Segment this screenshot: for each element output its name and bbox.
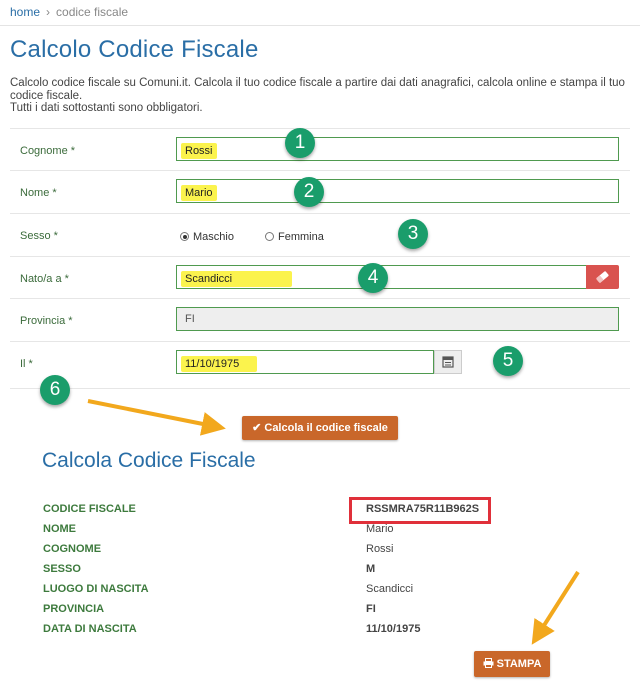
step-badge-4: 4 [358,263,388,293]
nato-label: Nato/a a * [20,273,69,285]
result-label-luogo: LUOGO DI NASCITA [43,583,149,595]
page-title: Calcolo Codice Fiscale [10,36,259,63]
step-badge-3: 3 [398,219,428,249]
result-label-nome: NOME [43,523,76,535]
cognome-value: Rossi [181,143,217,159]
arrow-to-calcola [88,401,218,427]
nome-label: Nome * [20,187,57,199]
result-label-data: DATA DI NASCITA [43,623,137,635]
result-label-sesso: SESSO [43,563,81,575]
result-value-cognome: Rossi [366,543,394,555]
result-label-codice: CODICE FISCALE [43,503,136,515]
print-icon [483,658,494,668]
provincia-label: Provincia * [20,315,73,327]
nato-value: Scandicci [181,271,292,287]
step-badge-5: 5 [493,346,523,376]
sesso-label: Sesso * [20,230,58,242]
arrow-to-stampa [536,572,578,638]
step-badge-1: 1 [285,128,315,158]
result-label-cognome: COGNOME [43,543,102,555]
result-title: Calcola Codice Fiscale [42,449,256,472]
check-icon: ✔ [252,422,262,434]
breadcrumb-separator: › [46,5,51,19]
result-value-luogo: Scandicci [366,583,414,595]
intro-line-1: Calcolo codice fiscale su Comuni.it. Calcola il tuo codice fiscale a partire dai dati anagrafici, calcola online e stampa il tuo codice fiscale. [10,77,625,102]
result-value-nome: Mario [366,523,394,535]
provincia-value: FI [185,313,195,325]
step-badge-2: 2 [294,177,324,207]
breadcrumb-current: codice fiscale [56,5,129,19]
result-value-sesso: M [366,563,376,575]
step-badge-6: 6 [40,375,70,405]
breadcrumb-home-link[interactable]: home [10,5,41,19]
result-value-codice: RSSMRA75R11B962S [366,503,480,515]
calcola-button-label: Calcola il codice fiscale [264,422,388,434]
result-value-provincia: FI [366,603,376,615]
result-value-data: 11/10/1975 [366,623,421,635]
intro-line-2: Tutti i dati sottostanti sono obbligatori. [10,102,203,114]
cognome-label: Cognome * [20,145,76,157]
radio-maschio-label: Maschio [193,231,234,243]
data-label: Il * [20,358,33,370]
stampa-button-label: STAMPA [496,658,542,670]
stampa-button[interactable] [474,651,550,677]
result-label-provincia: PROVINCIA [43,603,105,615]
nome-value: Mario [181,185,217,201]
data-value: 11/10/1975 [181,356,257,372]
radio-femmina-label: Femmina [278,231,324,243]
